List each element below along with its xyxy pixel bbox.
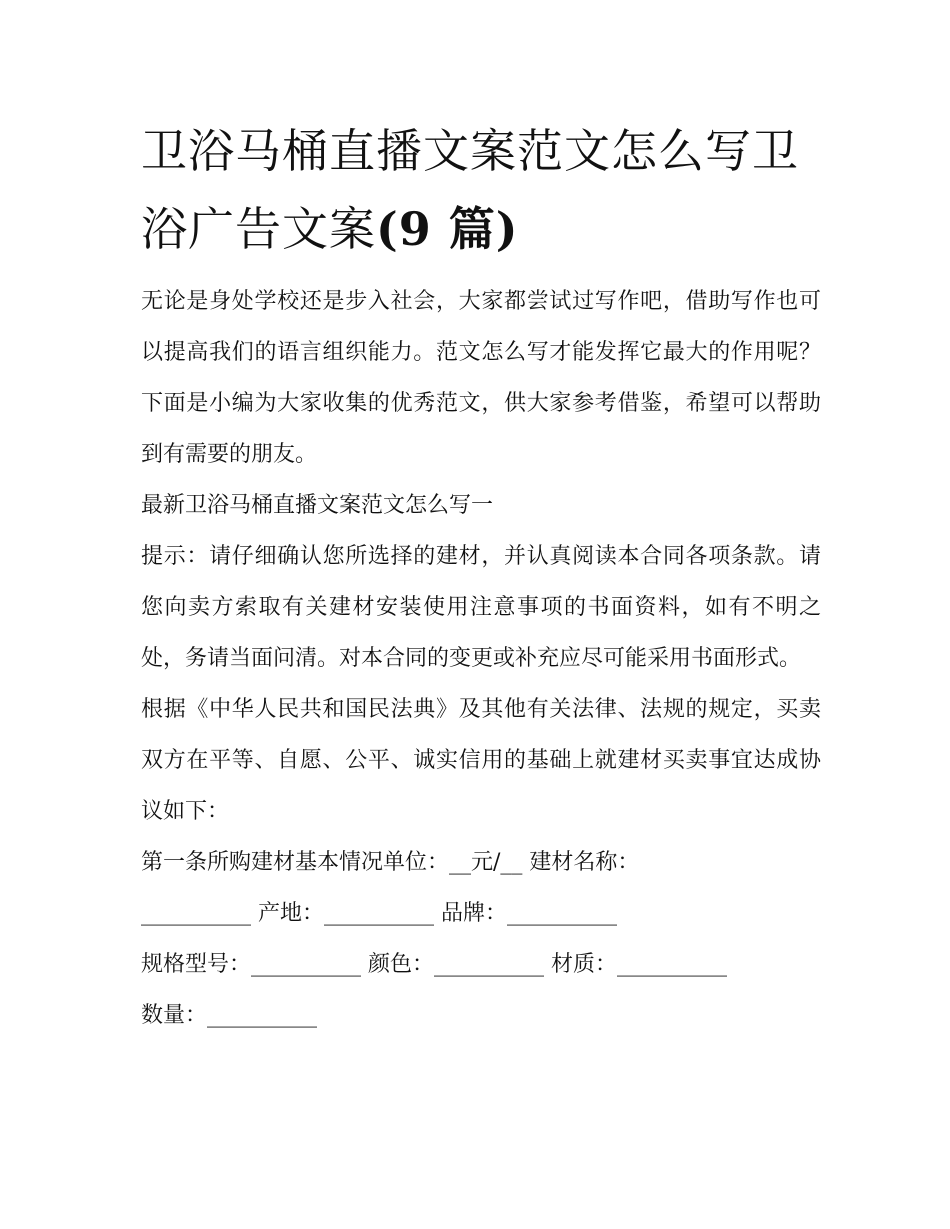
clause1-line3: 规格型号：__________ 颜色：__________ 材质：__________	[141, 952, 727, 977]
section-heading: 最新卫浴马桶直播文案范文怎么写一	[141, 493, 494, 518]
intro-paragraph: 无论是身处学校还是步入社会，大家都尝试过写作吧，借助写作也可以提高我们的语言组织能力。范文怎么写才能发挥它最大的作用呢？下面是小编为大家收集的优秀范文，供大家参考借鉴，希望可以帮助到有需要的朋友。	[141, 289, 821, 467]
document-title	[141, 112, 821, 268]
clause1-line4: 数量：__________	[141, 1003, 318, 1028]
notice-paragraph: 提示：请仔细确认您所选择的建材，并认真阅读本合同各项条款。请您向卖方索取有关建材安装使用注意事项的书面资料，如有不明之处，务请当面问清。对本合同的变更或补充应尽可能采用书面形式。	[141, 544, 821, 671]
clause1-line2: __________ 产地：__________ 品牌：__________	[141, 901, 617, 926]
clause1-line1: 第一条所购建材基本情况单位：__元/__ 建材名称：	[141, 850, 640, 875]
basis-paragraph: 根据《中华人民共和国民法典》及其他有关法律、法规的规定，买卖双方在平等、自愿、公平、诚实信用的基础上就建材买卖事宜达成协议如下：	[141, 697, 821, 824]
title-text: 卫浴马桶直播文案范文怎么写卫浴广告文案	[141, 124, 799, 256]
title-count: (9 篇)	[376, 202, 519, 256]
document-page	[141, 112, 821, 1041]
